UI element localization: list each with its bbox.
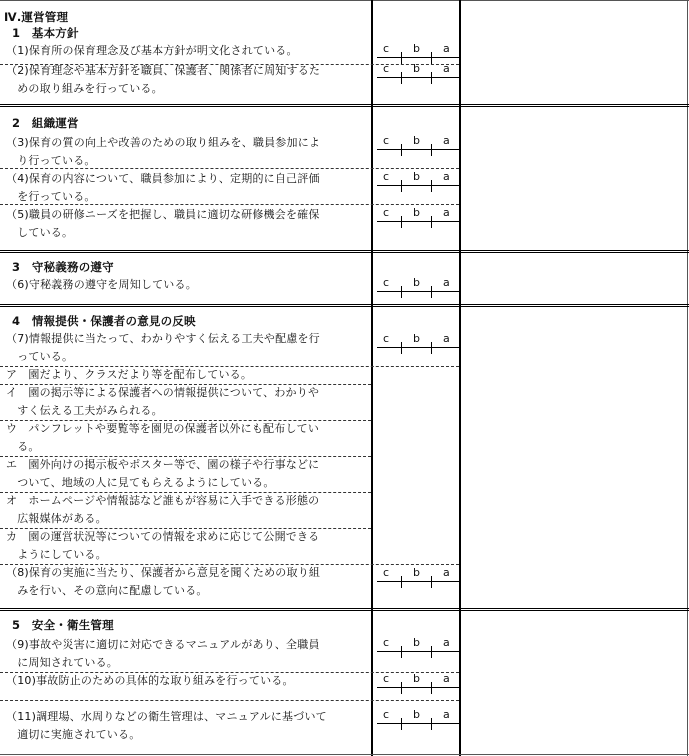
criterion-text: （8)保育の実施に当たり、保護者から意見を聞くための取り組 — [6, 566, 321, 579]
section-heading: 4 情報提供・保護者の意見の反映 — [12, 314, 196, 328]
rating-line — [401, 342, 402, 354]
criterion-text: オ ホームページや情報誌など誰もが容易に入手できる形態の — [6, 494, 320, 507]
section-heading: 1 基本方針 — [12, 26, 79, 40]
rating-line — [377, 581, 461, 582]
criterion-text: っている。 — [6, 350, 74, 363]
section-separator — [0, 252, 689, 253]
section-separator — [0, 610, 689, 611]
rating-option-b[interactable]: b — [413, 62, 420, 75]
criterion-text: る。 — [6, 440, 40, 453]
rating-option-c[interactable]: c — [383, 42, 390, 55]
criterion-text: ア 園だより、クラスだより等を配布している。 — [6, 368, 253, 381]
criterion-text: り行っている。 — [6, 154, 96, 167]
rating-option-b[interactable]: b — [413, 672, 420, 685]
rating-line — [401, 286, 402, 298]
criterion-text: （4)保育の内容について、職員参加により、定期的に自己評価 — [6, 172, 320, 185]
criterion-text: している。 — [6, 226, 74, 239]
rating-line — [377, 185, 461, 186]
rating-option-b[interactable]: b — [413, 636, 420, 649]
rating-line — [401, 576, 402, 588]
rating-option-b[interactable]: b — [413, 170, 420, 183]
criterion-text: （1)保育所の保育理念及び基本方針が明文化されている。 — [6, 44, 298, 57]
rating-option-a[interactable]: a — [443, 206, 450, 219]
section-separator — [0, 250, 689, 251]
rating-option-a[interactable]: a — [443, 62, 450, 75]
rating-option-a[interactable]: a — [443, 42, 450, 55]
rating-line — [377, 149, 461, 150]
rating-option-c[interactable]: c — [383, 134, 390, 147]
rating-line — [401, 646, 402, 658]
rating-line — [377, 77, 461, 78]
rating-line — [377, 723, 461, 724]
page-title: Ⅳ.運営管理 — [4, 10, 69, 24]
criterion-text: （2)保育理念や基本方針を職員、保護者、関係者に周知するた — [6, 64, 321, 77]
item-separator — [0, 700, 459, 701]
rating-line — [401, 180, 402, 192]
rating-option-a[interactable]: a — [443, 134, 450, 147]
criterion-text: めの取り組みを行っている。 — [6, 82, 163, 95]
rating-option-b[interactable]: b — [413, 708, 420, 721]
criterion-text: に周知されている。 — [6, 656, 118, 669]
criterion-text: を行っている。 — [6, 190, 96, 203]
rating-option-a[interactable]: a — [443, 332, 450, 345]
rating-scale[interactable] — [377, 566, 461, 590]
criterion-text: （6)守秘義務の遵守を周知している。 — [6, 278, 197, 291]
rating-line — [377, 221, 461, 222]
criterion-text: （7)情報提供に当たって、わかりやすく伝える工夫や配慮を行 — [6, 332, 320, 345]
rating-option-c[interactable]: c — [383, 206, 390, 219]
criterion-text: （5)職員の研修ニーズを把握し、職員に適切な研修機会を確保 — [6, 208, 320, 221]
rating-line — [431, 646, 432, 658]
criterion-text: ついて、地域の人に見てもらえるようにしている。 — [6, 476, 275, 489]
rating-option-b[interactable]: b — [413, 332, 420, 345]
rating-scale[interactable] — [377, 636, 461, 660]
rating-line — [401, 72, 402, 84]
criterion-text: エ 園外向けの掲示板やポスター等で、園の様子や行事などに — [6, 458, 320, 471]
rating-option-b[interactable]: b — [413, 566, 420, 579]
section-separator — [0, 608, 689, 609]
rating-line — [401, 682, 402, 694]
rating-line — [377, 651, 461, 652]
criterion-text: （9)事故や災害に適切に対応できるマニュアルがあり、全職員 — [6, 638, 320, 651]
rating-option-c[interactable]: c — [383, 566, 390, 579]
rating-line — [401, 144, 402, 156]
rating-line — [431, 216, 432, 228]
item-separator — [0, 168, 459, 169]
rating-option-a[interactable]: a — [443, 170, 450, 183]
section-heading: 2 組織運営 — [12, 116, 79, 130]
rating-scale[interactable] — [377, 672, 461, 696]
item-separator — [0, 204, 459, 205]
section-separator — [0, 104, 689, 105]
criterion-text: （11)調理場、水周りなどの衛生管理は、マニュアルに基づいて — [6, 710, 327, 723]
rating-option-b[interactable]: b — [413, 206, 420, 219]
column-divider-1 — [371, 0, 373, 756]
top-border — [0, 0, 689, 1]
rating-line — [401, 216, 402, 228]
rating-option-c[interactable]: c — [383, 276, 390, 289]
rating-scale[interactable] — [377, 708, 461, 732]
rating-line — [431, 342, 432, 354]
rating-line — [431, 576, 432, 588]
rating-option-a[interactable]: a — [443, 672, 450, 685]
rating-line — [431, 718, 432, 730]
rating-line — [431, 682, 432, 694]
rating-line — [401, 718, 402, 730]
rating-scale[interactable] — [377, 332, 461, 356]
right-border — [687, 0, 688, 756]
criterion-text: （10)事故防止のための具体的な取り組みを行っている。 — [6, 674, 294, 687]
rating-option-c[interactable]: c — [383, 636, 390, 649]
rating-option-c[interactable]: c — [383, 708, 390, 721]
rating-line — [377, 291, 461, 292]
rating-line — [431, 286, 432, 298]
criterion-text: イ 園の掲示等による保護者への情報提供について、わかりや — [6, 386, 320, 399]
rating-scale[interactable] — [377, 62, 461, 86]
rating-option-b[interactable]: b — [413, 276, 420, 289]
bottom-border — [0, 754, 689, 755]
rating-line — [431, 180, 432, 192]
criterion-text: すく伝える工夫がみられる。 — [6, 404, 163, 417]
rating-scale[interactable] — [377, 170, 461, 194]
criterion-text: みを行い、その意向に配慮している。 — [6, 584, 208, 597]
rating-line — [377, 687, 461, 688]
rating-scale[interactable] — [377, 134, 461, 158]
rating-scale[interactable] — [377, 276, 461, 300]
criterion-text: 広報媒体がある。 — [6, 512, 107, 525]
criterion-text: ようにしている。 — [6, 548, 107, 561]
criterion-text: カ 園の運営状況等についての情報を求めに応じて公開できる — [6, 530, 320, 543]
criterion-text: 適切に実施されている。 — [6, 728, 141, 741]
rating-option-a[interactable]: a — [443, 566, 450, 579]
rating-scale[interactable] — [377, 206, 461, 230]
rating-line — [377, 57, 461, 58]
rating-option-a[interactable]: a — [443, 636, 450, 649]
rating-option-c[interactable]: c — [383, 62, 390, 75]
rating-line — [431, 144, 432, 156]
section-heading: 3 守秘義務の遵守 — [12, 260, 114, 274]
rating-option-c[interactable]: c — [383, 672, 390, 685]
rating-option-c[interactable]: c — [383, 332, 390, 345]
rating-option-b[interactable]: b — [413, 42, 420, 55]
rating-option-b[interactable]: b — [413, 134, 420, 147]
section-separator — [0, 106, 689, 107]
section-separator — [0, 306, 689, 307]
rating-option-a[interactable]: a — [443, 276, 450, 289]
rating-line — [431, 72, 432, 84]
rating-line — [377, 347, 461, 348]
rating-option-a[interactable]: a — [443, 708, 450, 721]
rating-option-c[interactable]: c — [383, 170, 390, 183]
criterion-text: ウ パンフレットや要覧等を園児の保護者以外にも配布してい — [6, 422, 320, 435]
section-separator — [0, 304, 689, 305]
section-heading: 5 安全・衛生管理 — [12, 618, 114, 632]
criterion-text: （3)保育の質の向上や改善のための取り組みを、職員参加によ — [6, 136, 321, 149]
